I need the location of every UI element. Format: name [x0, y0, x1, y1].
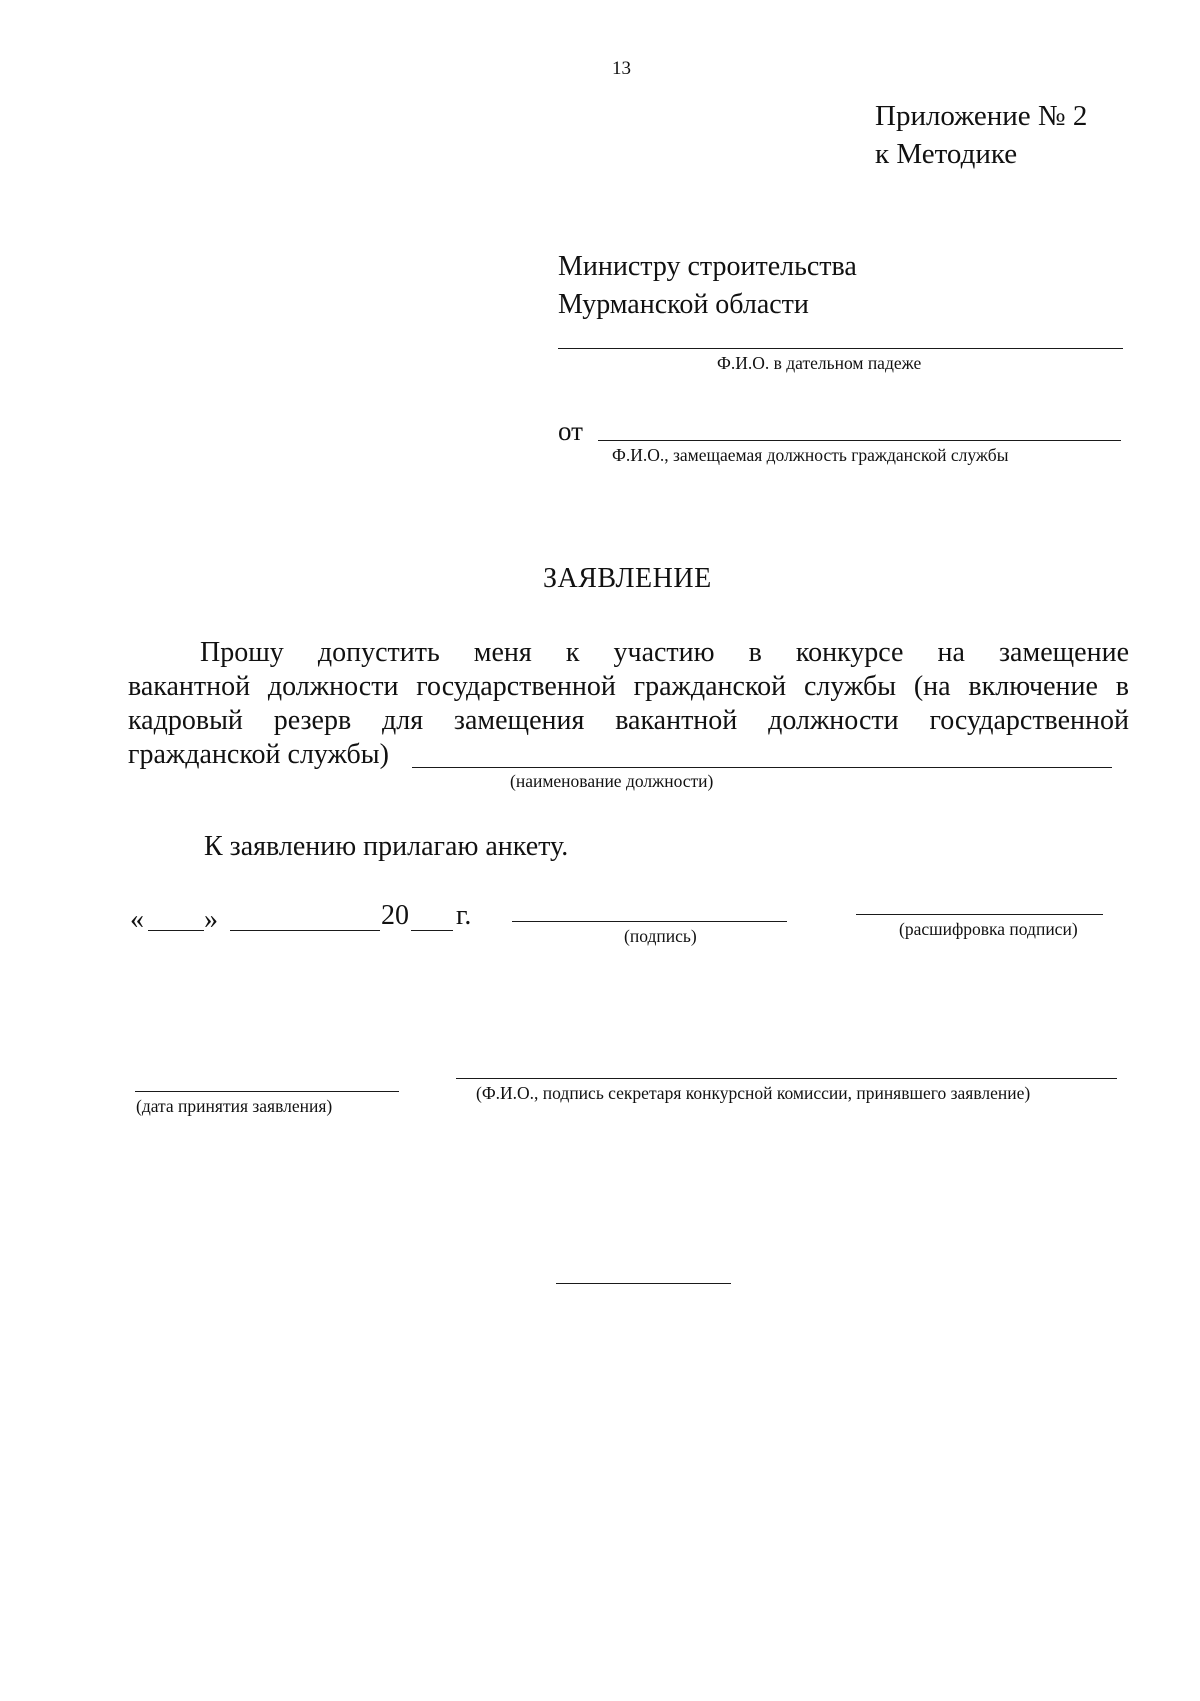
secretary-caption: (Ф.И.О., подпись секретаря конкурсной комиссии, принявшего заявление) — [476, 1083, 1031, 1103]
paragraph-line-3: кадровый резерв для замещения вакантной должности государственной — [128, 705, 1129, 736]
from-label: от — [558, 416, 583, 446]
year-line[interactable] — [411, 930, 453, 931]
month-line[interactable] — [230, 930, 380, 931]
appendix-header — [875, 97, 1087, 173]
paragraph-line-4: гражданской службы) — [128, 739, 389, 770]
document-title: ЗАЯВЛЕНИЕ — [543, 563, 712, 594]
acceptance-date-line[interactable] — [135, 1091, 399, 1092]
year-prefix: 20 — [381, 900, 409, 931]
signature-decoding-caption: (расшифровка подписи) — [899, 919, 1078, 939]
appendix-line-1: Приложение № 2 — [875, 100, 1088, 132]
page-number: 13 — [612, 58, 631, 79]
date-close-quote: » — [204, 904, 218, 935]
position-name-caption: (наименование должности) — [510, 771, 714, 791]
date-open-quote: « — [130, 904, 144, 935]
paragraph-line-2: вакантной должности государственной гражданской службы (на включение в — [128, 671, 1129, 702]
addressee-block — [558, 248, 857, 324]
year-suffix: г. — [456, 900, 472, 931]
paragraph-line-1: Прошу допустить меня к участию в конкурсе на замещение — [200, 637, 1129, 668]
signature-line[interactable] — [512, 921, 787, 922]
day-line[interactable] — [148, 930, 204, 931]
addressee-fio-line[interactable] — [558, 348, 1123, 349]
appendix-line-2: к Методике — [875, 138, 1018, 170]
secretary-signature-line[interactable] — [456, 1078, 1117, 1079]
sender-caption: Ф.И.О., замещаемая должность гражданской службы — [612, 445, 1009, 465]
position-name-line[interactable] — [412, 767, 1112, 768]
acceptance-date-caption: (дата принятия заявления) — [136, 1096, 333, 1116]
addressee-line-2: Мурманской области — [558, 289, 809, 320]
addressee-line-1: Министру строительства — [558, 251, 857, 282]
attachment-note: К заявлению прилагаю анкету. — [204, 831, 569, 862]
signature-decoding-line[interactable] — [856, 914, 1103, 915]
sender-fio-line[interactable] — [598, 440, 1121, 441]
closing-separator — [556, 1283, 731, 1284]
addressee-fio-caption: Ф.И.О. в дательном падеже — [717, 353, 922, 373]
application-paragraph — [128, 636, 1129, 738]
signature-caption: (подпись) — [624, 926, 697, 946]
